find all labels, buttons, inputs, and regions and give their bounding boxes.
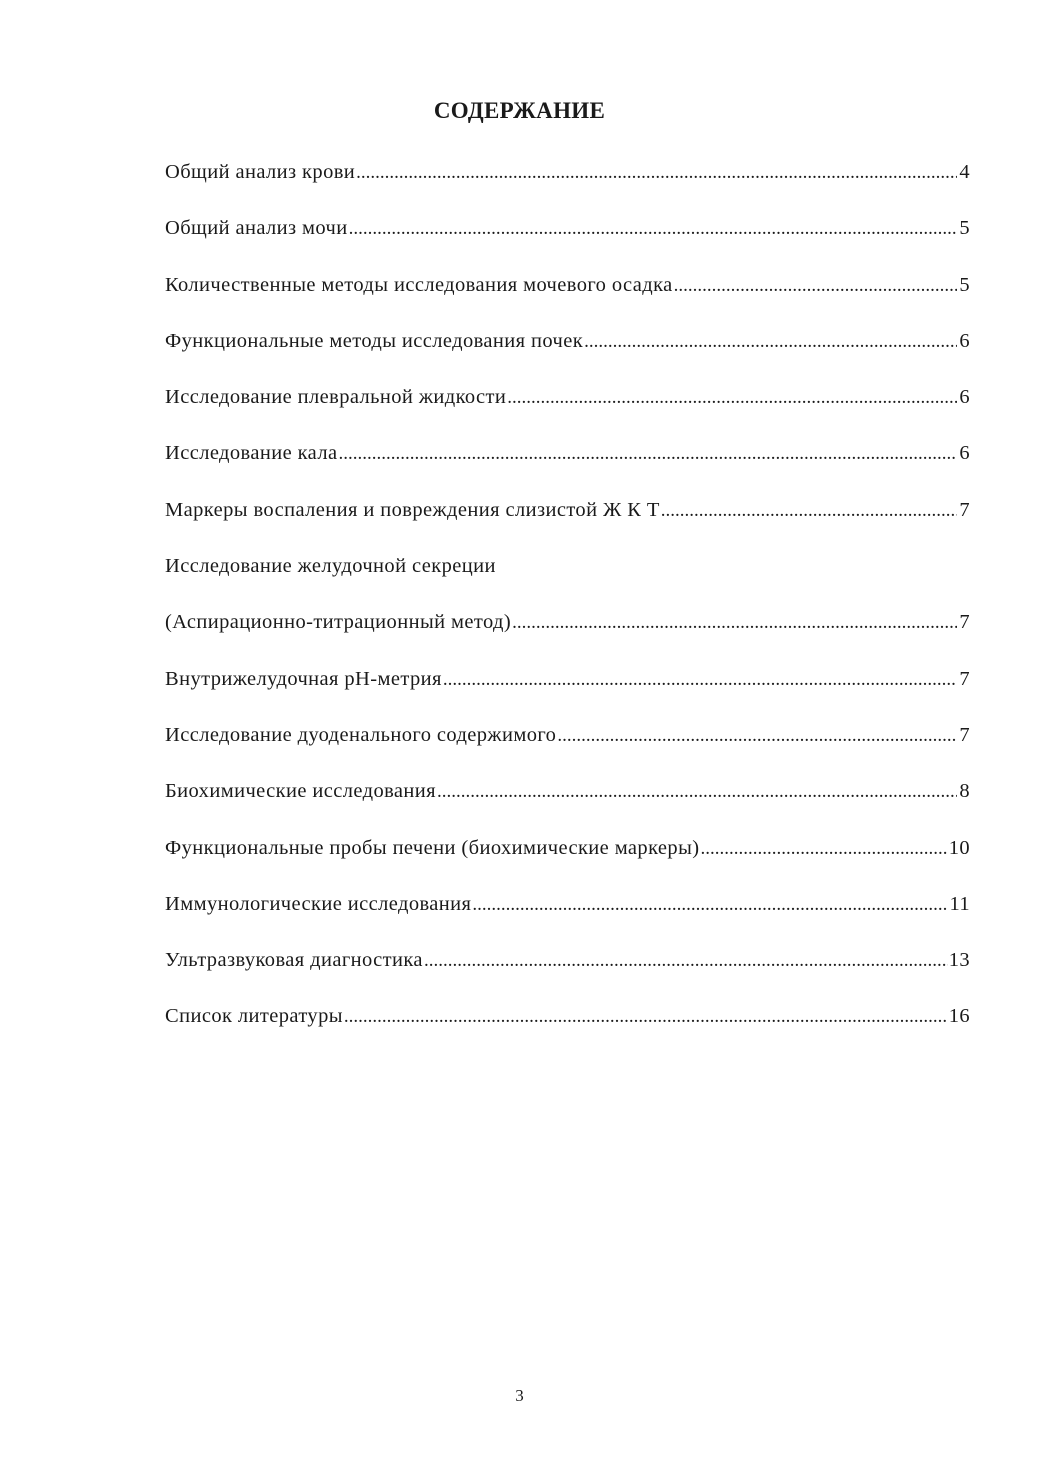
toc-entry[interactable] — [165, 375, 970, 431]
toc-leader-dots — [674, 264, 957, 308]
toc-entry[interactable] — [165, 488, 970, 544]
toc-leader-dots — [356, 151, 957, 195]
page-number: 3 — [515, 1386, 524, 1405]
toc-leader-dots — [437, 770, 957, 814]
toc-entry[interactable] — [165, 769, 970, 825]
toc-entry[interactable] — [165, 319, 970, 375]
toc-entry[interactable] — [165, 431, 970, 487]
toc-entry-text: Общий анализ крови — [165, 161, 356, 183]
toc-entry-page: 13 — [948, 949, 970, 972]
toc-entry-text: Ультразвуковая диагностика — [165, 949, 423, 972]
toc-entry[interactable] — [165, 882, 970, 938]
toc-entry-text: Общий анализ мочи — [165, 217, 348, 240]
toc-leader-dots — [338, 432, 957, 476]
toc-entry-page: 4 — [959, 161, 970, 183]
toc-entry[interactable] — [165, 206, 970, 262]
toc-leader-dots — [557, 714, 957, 758]
toc-title: СОДЕРЖАНИЕ — [433, 98, 606, 123]
toc-entry[interactable] — [165, 657, 970, 713]
toc-entry[interactable] — [165, 263, 970, 319]
toc-entry[interactable] — [165, 150, 970, 206]
toc-leader-dots — [344, 995, 948, 1039]
toc-entry[interactable] — [165, 994, 970, 1050]
toc-entry[interactable] — [165, 938, 970, 994]
toc-entry-page: 6 — [959, 329, 970, 352]
toc-leader-dots — [507, 376, 957, 420]
toc-entry-text: Биохимические исследования — [165, 780, 437, 803]
toc-entry-text: Список литературы — [165, 1005, 343, 1028]
toc-leader-dots — [424, 939, 948, 983]
toc-entry-text: Исследование желудочной секреции — [165, 555, 496, 578]
toc-leader-dots — [584, 320, 957, 364]
toc-entry-text: Исследование дуоденального содержимого — [165, 723, 557, 746]
toc-entry-page: 5 — [959, 217, 970, 240]
toc-entry-page: 16 — [948, 1005, 970, 1028]
toc-entry-text: Количественные методы исследования мочевого осадка — [165, 273, 673, 296]
toc-entry[interactable] — [165, 826, 970, 882]
toc-entry-page: 7 — [959, 611, 970, 634]
toc-leader-dots — [661, 489, 957, 533]
toc-entry[interactable] — [165, 600, 970, 656]
table-of-contents — [165, 150, 970, 1051]
toc-entry[interactable] — [165, 544, 970, 600]
toc-leader-dots — [472, 883, 948, 927]
toc-entry[interactable] — [165, 713, 970, 769]
toc-entry-page: 6 — [959, 442, 970, 465]
toc-entry-text: Внутрижелудочная рН-метрия — [165, 667, 442, 690]
toc-entry-page: 8 — [959, 780, 970, 803]
toc-entry-page: 6 — [959, 386, 970, 409]
toc-entry-text: Исследование плевральной жидкости — [165, 386, 507, 409]
toc-entry-text: Функциональные методы исследования почек — [165, 329, 584, 352]
toc-entry-page: 7 — [959, 723, 970, 746]
toc-leader-dots — [443, 658, 957, 702]
toc-entry-page: 10 — [948, 836, 970, 859]
toc-entry-page: 5 — [959, 273, 970, 296]
toc-entry-text: Исследование кала — [165, 442, 338, 465]
toc-entry-page: 11 — [949, 892, 970, 915]
toc-leader-dots — [512, 601, 957, 645]
toc-leader-dots — [700, 827, 947, 871]
toc-entry-text: (Аспирационно-титрационный метод) — [165, 611, 512, 634]
toc-entry-text: Маркеры воспаления и повреждения слизистой Ж К Т — [165, 498, 660, 521]
toc-entry-page: 7 — [959, 498, 970, 521]
toc-entry-page: 7 — [959, 667, 970, 690]
toc-leader-dots — [349, 207, 957, 251]
toc-entry-text: Иммунологические исследования — [165, 892, 472, 915]
toc-entry-text: Функциональные пробы печени (биохимические маркеры) — [165, 836, 700, 859]
